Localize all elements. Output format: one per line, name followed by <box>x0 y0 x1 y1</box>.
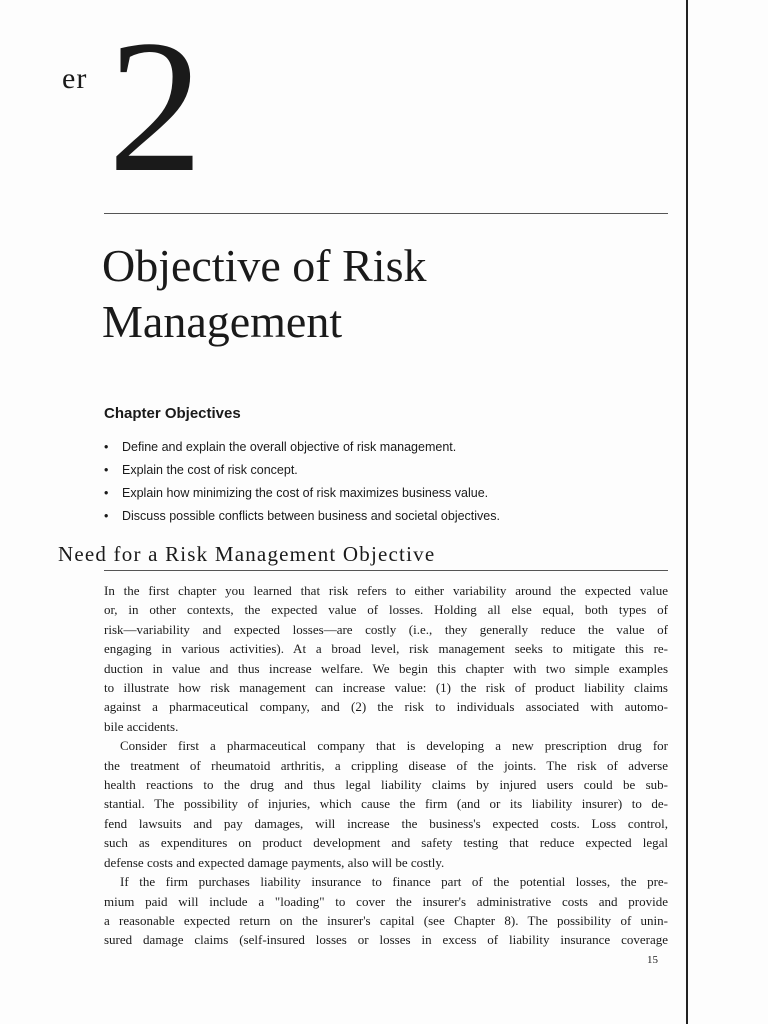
title-divider <box>104 213 668 214</box>
section-heading: Need for a Risk Management Objective <box>58 542 436 566</box>
list-item <box>104 459 500 482</box>
text-line: a reasonable expected return on the insurer's capital (see Chapter 8). The possibility of unin- <box>104 912 668 928</box>
text-line: or, in other contexts, the expected value of losses. Holding all else equal, both types of <box>104 602 668 618</box>
paragraph <box>104 872 668 950</box>
body-text <box>104 581 668 950</box>
list-item <box>104 482 500 505</box>
bullet: • <box>104 463 109 477</box>
objective-text: Define and explain the overall objective of risk management. <box>122 440 457 454</box>
page-edge-rule <box>686 0 688 1024</box>
paragraph <box>104 581 668 736</box>
text-line: fend lawsuits and pay damages, will increase the business's expected costs. Loss control, <box>104 815 668 831</box>
section-divider <box>104 570 668 571</box>
text-line: bile accidents. <box>104 718 179 734</box>
text-line: In the first chapter you learned that risk refers to either variability around the expected value <box>104 583 668 598</box>
text-line: such as expenditures on product development and safety testing that reduce expected legal <box>104 835 668 851</box>
page-title <box>102 238 662 350</box>
text-line: to illustrate how risk management can increase value: (1) the risk of product liability claims <box>104 680 668 696</box>
objectives-list <box>104 436 500 528</box>
objective-text: Explain the cost of risk concept. <box>122 463 298 477</box>
bullet: • <box>104 440 109 454</box>
list-item <box>104 505 500 528</box>
bullet: • <box>104 509 109 523</box>
objective-text: Explain how minimizing the cost of risk maximizes business value. <box>122 486 489 500</box>
text-line: health reactions to the drug and thus legal liability claims by injured users could be sub- <box>104 777 668 793</box>
chapter-number: 2 <box>108 2 203 212</box>
text-line: sured damage claims (self-insured losses or losses in excess of liability insurance coverage <box>104 932 668 948</box>
bullet: • <box>104 486 109 500</box>
objective-text: Discuss possible conflicts between business and societal objectives. <box>122 509 500 523</box>
list-item <box>104 436 500 459</box>
text-line: engaging in various activities). At a broad level, risk management seeks to mitigate this re- <box>104 641 668 657</box>
text-line: mium paid will include a "loading" to cover the insurer's administrative costs and provide <box>104 893 668 909</box>
text-line: the treatment of rheumatoid arthritis, a crippling disease of the joints. The risk of adverse <box>104 757 668 773</box>
text-line: duction in value and thus increase welfare. We begin this chapter with two simple examples <box>104 660 668 676</box>
page-number: 15 <box>647 954 658 966</box>
title-line: Objective of Risk <box>102 240 427 291</box>
chapter-label: er <box>62 62 88 95</box>
text-line: If the firm purchases liability insurance to finance part of the potential losses, the pre- <box>120 874 668 890</box>
text-line: risk—variability and expected losses—are costly (i.e., they generally reduce the value of <box>104 621 668 637</box>
text-line: stantial. The possibility of injuries, which cause the firm (and or its liability insurer) to de- <box>104 796 668 812</box>
objectives-heading: Chapter Objectives <box>104 405 241 422</box>
text-line: against a pharmaceutical company, and (2) the risk to individuals associated with automo- <box>104 699 668 715</box>
text-line: Consider first a pharmaceutical company that is developing a new prescription drug for <box>120 738 668 754</box>
paragraph <box>104 736 668 872</box>
title-line: Management <box>102 296 343 347</box>
text-line: defense costs and expected damage payments, also will be costly. <box>104 854 445 870</box>
